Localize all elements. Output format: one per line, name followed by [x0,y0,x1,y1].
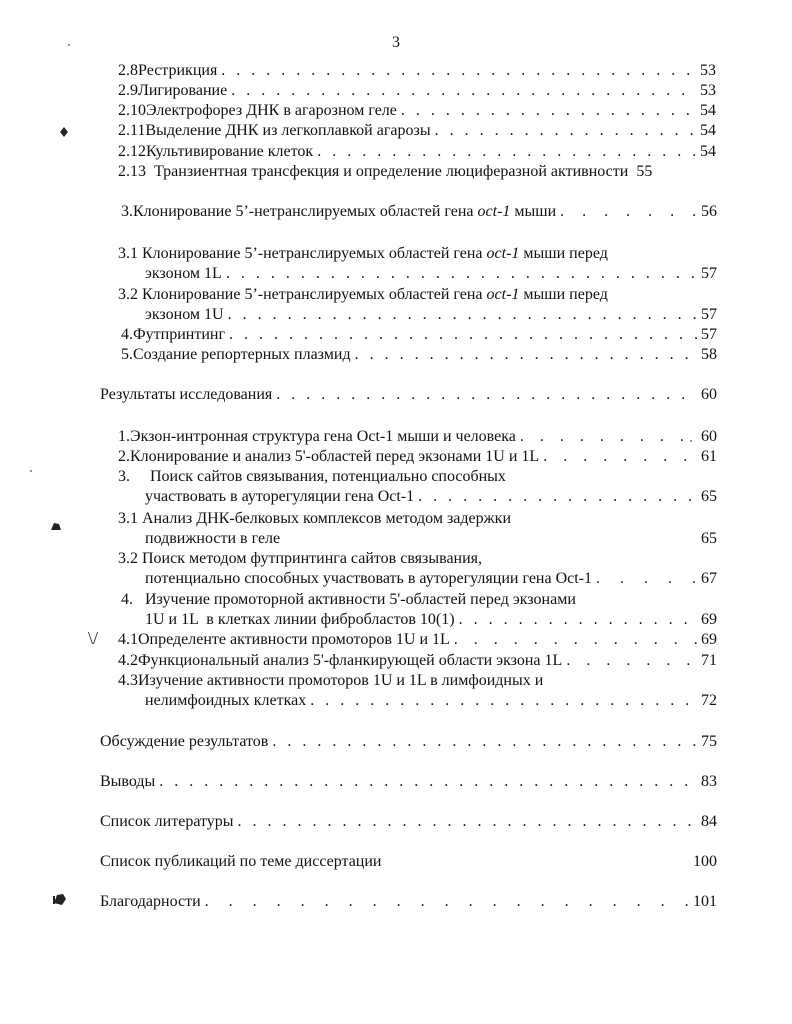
toc-entry [145,568,717,590]
toc-entry [118,60,716,82]
toc-number: 2.9 [118,82,138,99]
punch-hole-mark [58,126,70,138]
toc-title: Рестрикция [138,62,218,79]
toc-page: 69 [701,611,717,628]
toc-number: 3.1 [118,245,138,262]
toc-title: Благодарности [100,893,201,910]
toc-page: 55 [636,163,653,180]
toc-page: 60 [701,428,717,445]
toc-number: 3. [118,468,130,485]
toc-entry [118,446,717,468]
toc-number: 2.13 [118,163,146,180]
toc-entry [118,629,717,651]
toc-entry [145,486,717,508]
toc-entry [145,609,717,631]
toc-page: 57 [701,326,717,343]
toc-entry [118,141,716,163]
toc-title: Футпринтинг [133,326,225,343]
toc-number: 4. [121,326,133,343]
toc-page: 67 [701,570,717,587]
toc-number: 3.2 [118,550,138,567]
toc-leader [272,731,697,753]
toc-page: 75 [701,733,717,750]
toc-entry [118,426,717,448]
toc-section [100,851,717,873]
toc-page: 57 [701,265,717,282]
toc-title: Культивирование клеток [146,143,314,160]
toc-number: 4. [121,591,133,608]
toc-number: 1. [118,428,130,445]
toc-entry [145,690,717,712]
toc-entry [121,344,717,366]
toc-entry-line1 [118,508,511,530]
toc-title-cont: нелимфоидных клетках [145,692,307,709]
toc-page: 100 [693,853,717,870]
toc-page: 83 [701,773,717,790]
toc-section [100,384,717,406]
toc-title: Транзиентная трансфекция и определение люциферазной активности [154,163,629,180]
toc-number: 5. [121,346,133,363]
toc-number: 2. [118,448,130,465]
toc-entry [145,263,717,285]
toc-title: Клонирование 5’-нетранслируемых областей гена oct-1 мыши [133,203,557,220]
toc-title: Электрофорез ДНК в агарозном геле [146,102,397,119]
toc-leader [520,426,697,448]
toc-leader [221,60,696,82]
toc-leader [159,771,697,793]
toc-number: 2.10 [118,102,146,119]
toc-page: 54 [700,122,716,139]
toc-page: 61 [701,448,717,465]
toc-entry [145,304,717,326]
scan-speck [68,44,70,46]
toc-leader [566,650,697,672]
toc-page: 65 [701,488,717,505]
toc-page: 57 [701,306,717,323]
toc-leader [401,100,696,122]
toc-number: 2.11 [118,122,146,139]
toc-number: 2.8 [118,62,138,79]
toc-section [100,731,717,753]
toc-entry-line1 [118,284,608,306]
toc-number: 3. [121,203,133,220]
scan-speck [690,440,692,442]
toc-leader [226,263,697,285]
margin-check-mark: \/ [88,628,99,648]
punch-hole-mark [52,893,68,907]
toc-leader [435,120,696,142]
toc-title: Поиск методом футпринтинга сайтов связывания, [142,550,483,567]
toc-entry [118,120,716,142]
toc-title-cont: экзоном 1L [145,265,222,282]
toc-page: 101 [693,893,717,910]
toc-page: 65 [701,530,717,547]
toc-leader [229,324,697,346]
toc-number: 4.3 [118,672,138,689]
toc-leader [228,304,697,326]
toc-section [100,811,717,833]
scan-speck [30,470,32,472]
toc-leader [238,811,697,833]
toc-title-cont: экзоном 1U [145,306,224,323]
toc-page: 72 [701,692,717,709]
toc-title: Список публикаций по теме диссертации [100,853,382,870]
toc-entry-line1 [118,548,482,570]
toc-number: 4.1 [118,631,138,648]
toc-entry [118,161,718,183]
toc-title: Результаты исследования [100,386,273,403]
toc-title: Клонирование 5’-нетранслируемых областей гена oct-1 мыши перед [142,245,608,262]
toc-title: Обсуждение результатов [100,733,269,750]
toc-title-cont: потенциально способных участвовать в ауторегуляции гена Oct-1 [145,570,593,587]
toc-title-cont: 1U и 1L в клетках линии фибробластов 10(1) [145,611,455,628]
toc-leader [459,609,697,631]
toc-number: 2.12 [118,143,146,160]
toc-title: Функциональный анализ 5'-фланкирующей области экзона 1L [138,652,563,669]
toc-entry [118,100,716,122]
punch-hole-mark [50,522,62,532]
toc-leader [276,384,697,406]
toc-title: Клонирование 5’-нетранслируемых областей гена oct-1 мыши перед [142,286,608,303]
page-number: 3 [392,34,400,51]
toc-page: 53 [700,62,716,79]
toc-entry-line1 [118,670,543,692]
toc-entry-line1 [121,589,576,611]
toc-entry [121,324,717,346]
toc-leader [317,141,696,163]
toc-page: 56 [701,203,717,220]
toc-entry-line1 [118,466,506,488]
toc-section [100,771,717,793]
toc-leader [418,486,697,508]
toc-section [100,891,717,913]
toc-leader [310,690,697,712]
toc-page: 71 [701,652,717,669]
toc-entry [118,80,716,102]
toc-title: Выводы [100,773,156,790]
toc-entry-line1 [118,243,608,265]
toc-number: 3.1 [118,510,138,527]
toc-entry [118,650,717,672]
toc-leader [560,201,697,223]
toc-title: Изучение активности промоторов 1U и 1L в лимфоидных и [138,672,544,689]
toc-title: Экзон-интронная структура гена Oct-1 мыши и человека [130,428,516,445]
toc-number: 4.2 [118,652,138,669]
toc-page: 84 [701,813,717,830]
toc-title-cont: подвижности в геле [145,530,281,547]
toc-title: Клонирование и анализ 5'-областей перед экзонами 1U и 1L [130,448,540,465]
toc-entry [145,528,717,550]
toc-leader [231,80,696,102]
toc-title: Лигирование [138,82,228,99]
toc-title: Выделение ДНК из легкоплавкой агарозы [145,122,431,139]
toc-leader [454,629,697,651]
toc-page: 69 [701,631,717,648]
toc-title: Определенте активности промоторов 1U и 1L [138,631,450,648]
toc-page: 53 [700,82,716,99]
toc-leader [543,446,697,468]
toc-page: 54 [700,143,716,160]
toc-title: Создание репортерных плазмид [133,346,351,363]
toc-leader [355,344,697,366]
toc-title: Анализ ДНК-белковых комплексов методом задержки [142,510,511,527]
toc-page: 60 [701,386,717,403]
toc-number: 3.2 [118,286,138,303]
toc-title: Изучение промоторной активности 5'-областей перед экзонами [145,591,576,608]
toc-page: 54 [700,102,716,119]
toc-title: Список литературы [100,813,234,830]
toc-page: 58 [701,346,717,363]
toc-leader [596,568,697,590]
toc-title: Поиск сайтов связывания, потенциально способных [150,468,506,485]
toc-entry [121,201,717,223]
toc-leader [205,891,689,913]
toc-title-cont: участвовать в ауторегуляции гена Oct-1 [145,488,415,505]
